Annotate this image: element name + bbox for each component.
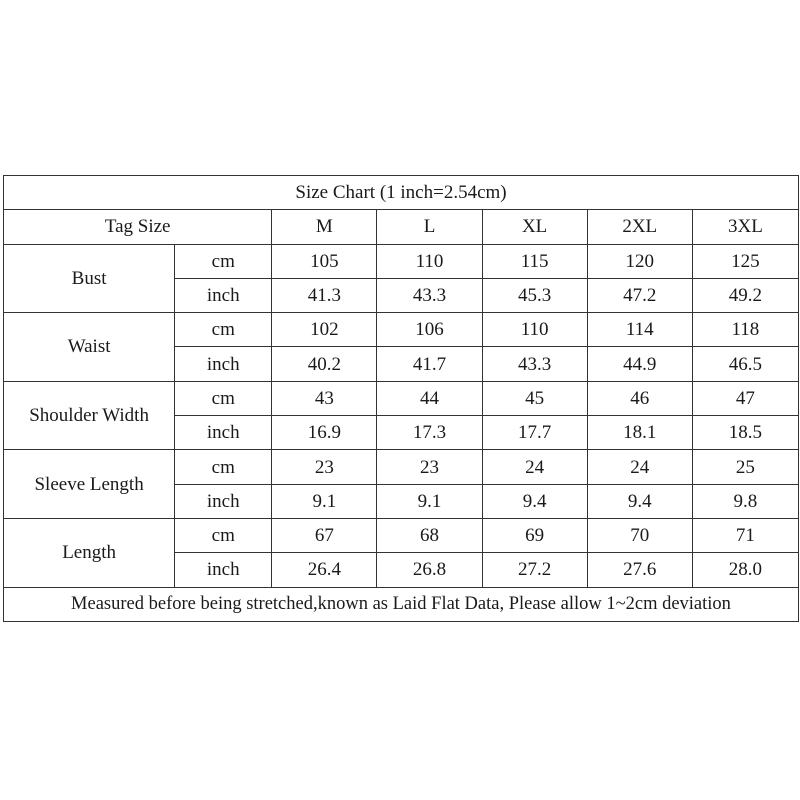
sleeve-length-cm-3xl: 25 (692, 450, 798, 484)
waist-cm-row (4, 313, 799, 347)
sleeve-length-inch-m: 9.1 (272, 484, 377, 518)
sleeve-length-inch-2xl: 9.4 (587, 484, 692, 518)
length-inch-l: 26.8 (377, 553, 482, 587)
size-header-xl: XL (482, 210, 587, 244)
shoulder-width-inch-2xl: 18.1 (587, 416, 692, 450)
waist-cm-3xl: 118 (692, 313, 798, 347)
waist-inch-l: 41.7 (377, 347, 482, 381)
unit-label-inch: inch (175, 553, 272, 587)
unit-label-cm: cm (175, 450, 272, 484)
waist-inch-xl: 43.3 (482, 347, 587, 381)
shoulder-width-cm-m: 43 (272, 381, 377, 415)
sleeve-length-cm-xl: 24 (482, 450, 587, 484)
sleeve-length-cm-m: 23 (272, 450, 377, 484)
bust-cm-row (4, 244, 799, 278)
measurement-name-bust: Bust (4, 244, 175, 313)
length-inch-3xl: 28.0 (692, 553, 798, 587)
length-cm-3xl: 71 (692, 518, 798, 552)
length-cm-m: 67 (272, 518, 377, 552)
measurement-name-length: Length (4, 518, 175, 587)
waist-inch-2xl: 44.9 (587, 347, 692, 381)
shoulder-width-inch-3xl: 18.5 (692, 416, 798, 450)
unit-label-cm: cm (175, 518, 272, 552)
shoulder-width-inch-xl: 17.7 (482, 416, 587, 450)
sleeve-length-cm-row (4, 450, 799, 484)
unit-label-cm: cm (175, 381, 272, 415)
waist-cm-2xl: 114 (587, 313, 692, 347)
shoulder-width-inch-l: 17.3 (377, 416, 482, 450)
unit-label-cm: cm (175, 244, 272, 278)
waist-inch-3xl: 46.5 (692, 347, 798, 381)
length-cm-xl: 69 (482, 518, 587, 552)
size-header-2xl: 2XL (587, 210, 692, 244)
bust-inch-m: 41.3 (272, 278, 377, 312)
waist-cm-l: 106 (377, 313, 482, 347)
sleeve-length-cm-l: 23 (377, 450, 482, 484)
sleeve-length-inch-xl: 9.4 (482, 484, 587, 518)
unit-label-inch: inch (175, 416, 272, 450)
shoulder-width-inch-m: 16.9 (272, 416, 377, 450)
deviation-note: Measured before being stretched,known as Laid Flat Data, Please allow 1~2cm deviation (4, 587, 799, 621)
length-inch-2xl: 27.6 (587, 553, 692, 587)
bust-cm-l: 110 (377, 244, 482, 278)
shoulder-width-cm-l: 44 (377, 381, 482, 415)
unit-label-cm: cm (175, 313, 272, 347)
tag-size-label: Tag Size (4, 210, 272, 244)
sleeve-length-inch-l: 9.1 (377, 484, 482, 518)
shoulder-width-cm-2xl: 46 (587, 381, 692, 415)
title-row (4, 176, 799, 210)
unit-label-inch: inch (175, 278, 272, 312)
waist-cm-m: 102 (272, 313, 377, 347)
bust-inch-2xl: 47.2 (587, 278, 692, 312)
bust-cm-3xl: 125 (692, 244, 798, 278)
size-chart-table (3, 175, 799, 622)
sleeve-length-inch-3xl: 9.8 (692, 484, 798, 518)
waist-cm-xl: 110 (482, 313, 587, 347)
measurement-name-shoulder-width: Shoulder Width (4, 381, 175, 450)
measurement-name-sleeve-length: Sleeve Length (4, 450, 175, 519)
shoulder-width-cm-row (4, 381, 799, 415)
bust-inch-3xl: 49.2 (692, 278, 798, 312)
header-row (4, 210, 799, 244)
bust-inch-l: 43.3 (377, 278, 482, 312)
bust-cm-m: 105 (272, 244, 377, 278)
size-header-l: L (377, 210, 482, 244)
bust-inch-xl: 45.3 (482, 278, 587, 312)
note-row (4, 587, 799, 621)
waist-inch-m: 40.2 (272, 347, 377, 381)
length-inch-xl: 27.2 (482, 553, 587, 587)
shoulder-width-cm-3xl: 47 (692, 381, 798, 415)
length-cm-2xl: 70 (587, 518, 692, 552)
shoulder-width-cm-xl: 45 (482, 381, 587, 415)
unit-label-inch: inch (175, 484, 272, 518)
length-inch-m: 26.4 (272, 553, 377, 587)
length-cm-row (4, 518, 799, 552)
chart-title: Size Chart (1 inch=2.54cm) (4, 176, 799, 210)
unit-label-inch: inch (175, 347, 272, 381)
measurement-name-waist: Waist (4, 313, 175, 382)
bust-cm-xl: 115 (482, 244, 587, 278)
sleeve-length-cm-2xl: 24 (587, 450, 692, 484)
bust-cm-2xl: 120 (587, 244, 692, 278)
length-cm-l: 68 (377, 518, 482, 552)
size-header-3xl: 3XL (692, 210, 798, 244)
size-header-m: M (272, 210, 377, 244)
